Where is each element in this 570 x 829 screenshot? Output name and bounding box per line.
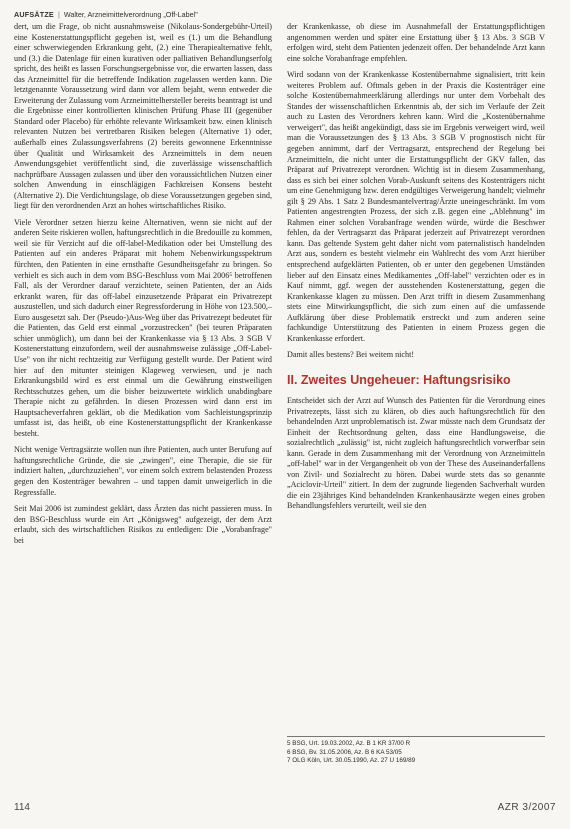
right-column	[287, 22, 545, 518]
footnote: 5 BSG, Urt. 19.03.2002, Az. B 1 KR 37/00 R	[287, 740, 411, 747]
running-title: Walter, Arzneimittelverordnung „Off-Label"	[63, 10, 198, 19]
paragraph: Nicht wenige Vertragsärzte wollen nun ihre Patienten, auch unter Berufung auf haftungsrechtliche Gründe, die sie „zwingen", eine Therapie, die sie für indiziert halten, „durchzuziehen", vor einem solch extrem belastenden Prozess gegen den Kostenträger bewahren – und tappen damit unweigerlich in die Regressfalle.	[14, 445, 272, 497]
paragraph: Viele Verordner setzen hierzu keine Alternativen, wenn sie nicht auf der anderen Seite riskieren wollen, haftungsrechtlich in die Bredouille zu kommen, weil sie für Verzicht auf die off-label-Medikation oder bei Umstellung des Patienten auf ein anderes Präparat mit hohem Nebenwirkungsspektrum fürchten, den Patienten in eine ernsthafte Gesundheitsgefahr zu bringen. So verhielt es sich auch in dem vom BSG-Beschluss vom Mai 2006⁵ betroffenen Fall, als der Verordner darauf verzichtete, seinen Patienten, der an Aids erkrankt waren, für das off-label einzusetzende Präparat ein Privatrezept auszustellen, und sich dadurch einer Regressforderung in Höhe von 123.500,– Euro ausgesetzt sah. Der (Pseudo-)Aus-Weg über das Privatrezept bedeutet für die Patienten, das Geld erst einmal „vorzustrecken" (bei teuren Präparaten schier unmöglich), um dann bei der Krankenkasse via § 13 Abs. 3 SGB V Kostenerstattung einzufordern, weil der ausnahmsweise zulässige „Off-Label-Use" von ihr nicht rechtzeitig zur Verfügung gestellt wurde. Der Patient wird hier auf den mitunter steinigen Klageweg verwiesen, und je nach Erkrankungsbild wird es erst einmal um die Gewährung einstweiligen Rechtsschutzes gehen, um die bisher beizuwertete wirklich unabdingbare Therapie nicht zu gefährden. In diesen Prozessen wird dann erst im Hauptsacheverfahren geklärt, ob die Medikation vom Sachleistungsprinzip umfasst ist, das heißt, ob eine Kostenerstattungspflicht der Krankenkasse besteht.	[14, 217, 272, 438]
running-header	[14, 8, 556, 22]
footnote: 6 BSG, Bv. 31.05.2006, Az. B 6 KA 53/05	[287, 748, 402, 756]
page-footer	[14, 802, 556, 816]
paragraph: dert, um die Frage, ob nicht ausnahmsweise (Nikolaus-Sondergebühr-Urteil) eine Kostenerstattungspflicht gegeben ist, weil es (1.) um die Behandlung einer schwerwiegenden Erkrankung geht, (2.) eine Therapiealternative fehlt, und (3.) die Datenlage für einen kurativen oder palliativen Behandlungserfolg spricht, des heißt es lassen Forschungsergebnisse vor, die erwarten lassen, dass das Arzneimittel für die betreffende Indikation zugelassen werden kann. Die letztgenannte Voraussetzung wird dann vor allem bejaht, wenn entweder die Erweiterung der Zulassung vom Arzneimittelhersteller bereits beantragt ist und die Ergebnisse einer kontrollierten klinischen Prüfung Phase III (gegenüber Standard oder Placebo) für erhöhte relevante Wirksamkeit bzw. einen klinisch relevanten Nutzen bei vertretbaren Risiken belegen (Alternative 1) oder, außerhalb eines Zulassungsverfahrens (2) bereits gewonnene Erkenntnisse über Qualität und Wirksamkeit des Arzneimittels in dem neuen Anwendungsgebiet veröffentlicht sind, die zuverlässige wissenschaftlich nachprüfbare Aussagen zulassen und über den voraussichtlichen Nutzen einer solchen Anwendung in einschlägigen Fachkreisen Konsens besteht (Alternative 2). Die Verdichtungslage, ob diese Voraussetzungen gegeben sind, liegt für den verordnenden Arzt an hohes wirtschaftliches Risiko.	[14, 22, 272, 211]
left-column	[14, 22, 272, 552]
paragraph: Entscheidet sich der Arzt auf Wunsch des Patienten für die Verordnung eines Privatrezepts, lässt sich zu klären, ob dies auch haftungsrechtlich für den behandelnden Arzt unproblematisch ist. Zwar müsste nach dem Grundsatz der Einheit der Rechtsordnung gelten, dass eine Handlungsweise, die sozialrechtlich „zulässig" ist, nicht zugleich haftungsrechtlich vorwerfbar sein kann. Gerade in dem Zusammenhang mit der Verordnung von Arzneimitteln „off-label" war in der Vergangenheit ob von der These des Auseinanderfallens von Zivil- und Sozialrecht zu hören. Dabei wurde stets das so genannte „Aciclovir-Urteil" zitiert. In dem der zugrunde liegenden Sachverhalt wurden die ein 23jähriges Kind behandelnden Krankenhausärzte wegen eines groben Behandlungsfehlers verurteilt, weil sie den	[287, 395, 545, 511]
header-separator: |	[57, 10, 60, 19]
footnote: 7 OLG Köln, Urt. 30.05.1990, Az. 27 U 169/89	[287, 757, 416, 765]
paragraph: der Krankenkasse, ob diese im Ausnahmefall der Erstattungspflichtigen angenommen werden und später eine Erstattung über § 13 Abs. 3 SGB V erfolgen wird, steht dem Patienten jedenzeit offen. Der behandelnde Arzt kann eine solche Vorabanfrage empfehlen.	[287, 22, 545, 63]
section-heading: II. Zweites Ungeheuer: Haftungsrisiko	[287, 372, 511, 387]
paragraph: Wird sodann von der Krankenkasse Kostenübernahme signalisiert, tritt kein weiteres Problem auf. Oftmals geben in der Praxis die Kostenträger eine solche Kostenübernahmeerklärung allerdings nur unter dem Vorbehalt des Standes der wissenschaftlichen Erkenntnis ab, der sich im Verlaufe der Zeit auch zu Lasten des Verordners kehren kann. Wird die „Kostenübernahme verweigert", das heißt angekündigt, dass sie im Ergebnis verweigert wird, weil man die Voraussetzungen des § 13 Abs. 3 SGB V prognostisch nicht für gegeben annimmt, darf der Vertragsarzt, entsprechend der Regelung bei Arzneimitteln, die nicht unter die Erstattungspflicht der GKV fallen, das Präparat auf Privatrezept verordnen. Wichtig ist in diesem Zusammenhang, dass es sich bei einer solchen Vorab-Auskunft seitens des Kostenträgers nicht um eine Genehmigung bzw. deren endgültiges Verweigerung handelt; vielmehr gilt § 29 Abs. 1 Satz 2 Bundesmantelvertrag/Ärzte uneingeschränkt. Im vom Patienten angestrengten Prozess, der sich z.B. gegen eine „Ablehnung" im Rahmen einer solchen Vorabanfrage wenden würde, würde die Beschwer fehlen, da der Vertragsarzt das Präparat jederzeit auf Privatrezept verordnen kann. Das geltende System geht daher nicht vom paternalistisch handelnden Arzt aus, sondern es besteht vielmehr ein Wahlrecht des vom Arzt hierüber entsprechend aufgeklärten Patienten, ob er unter den gegebenen Umständen lieber auf den Einsatz eines Medikamentes „Off-label" verzichten oder es in Kauf nimmt, ggf. wegen der ausstehenden Kostenerstattung, gegen die Krankenkasse klagen zu müssen. Den Arzt trifft in diesem Zusammenhang stets eine Mitwirkungspflicht, die sich zum einen auf die umfassende Aufklärung über diese Problematik erstreckt und zum anderen seine fachkundige Unterstützung des Patienten in einem Prozess gegen die Krankenkasse erfordert.	[287, 70, 545, 343]
paragraph: Damit alles bestens? Bei weitem nicht!	[287, 350, 415, 360]
journal-issue: AZR 3/2007	[497, 802, 556, 813]
paragraph: Seit Mai 2006 ist zumindest geklärt, dass Ärzten das nicht passieren muss. In den BSG-Beschluss wurde ein Art „Königsweg" aufgezeigt, der dem Arzt erlaubt, sich des wirtschaftlichen Risikos zu entledigen: Die „Vorabanfrage" bei	[14, 504, 272, 545]
section-label: AUFSÄTZE	[14, 10, 54, 19]
page-number: 114	[14, 802, 30, 813]
footnotes	[287, 736, 545, 766]
